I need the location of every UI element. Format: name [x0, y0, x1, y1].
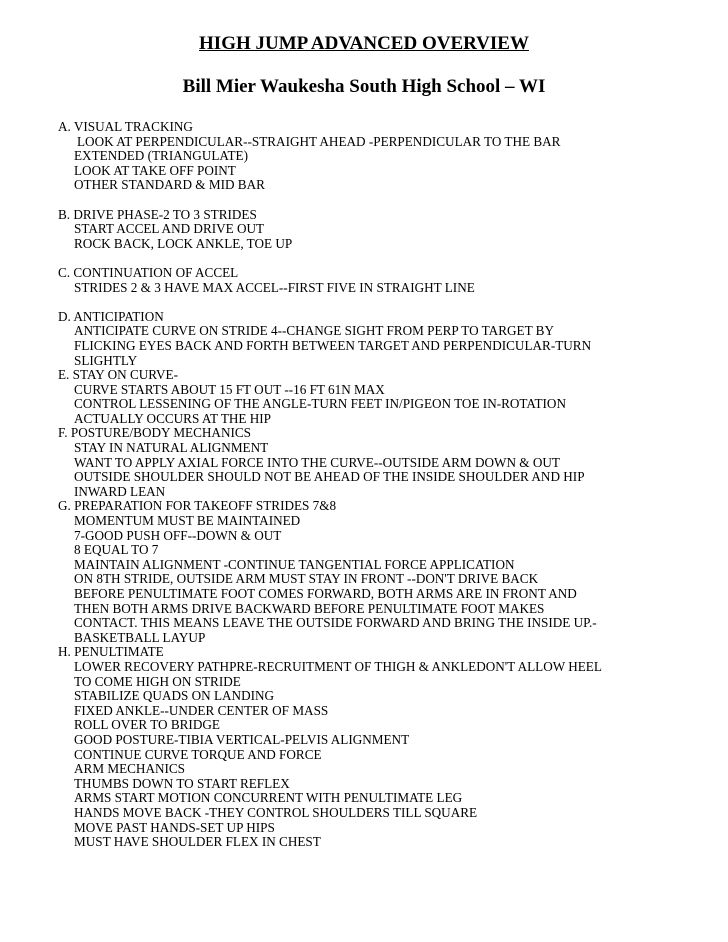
section-line: ARMS START MOTION CONCURRENT WITH PENULTIMATE LEG: [74, 790, 463, 806]
section-c: [60, 266, 720, 295]
section-line: CURVE STARTS ABOUT 15 FT OUT --16 FT 61N MAX: [74, 381, 385, 397]
section-line: ACTUALLY OCCURS AT THE HIP: [74, 410, 271, 426]
section-line: THEN BOTH ARMS DRIVE BACKWARD BEFORE PENULTIMATE FOOT MAKES: [74, 600, 545, 616]
section-b: [60, 208, 720, 252]
section-heading: D. ANTICIPATION: [58, 308, 164, 324]
section-line: EXTENDED (TRIANGULATE): [74, 148, 248, 164]
section-line: WANT TO APPLY AXIAL FORCE INTO THE CURVE--OUTSIDE ARM DOWN & OUT: [74, 454, 560, 470]
section-line: INWARD LEAN: [74, 483, 166, 499]
section-line: ROCK BACK, LOCK ANKLE, TOE UP: [74, 235, 293, 251]
section-line: BEFORE PENULTIMATE FOOT COMES FORWARD, BOTH ARMS ARE IN FRONT AND: [74, 586, 577, 601]
section-heading: B. DRIVE PHASE-2 TO 3 STRIDES: [58, 206, 257, 222]
document-title: HIGH JUMP ADVANCED OVERVIEW: [199, 33, 529, 54]
section-line: ROLL OVER TO BRIDGE: [74, 717, 220, 733]
section-heading: E. STAY ON CURVE-: [58, 367, 178, 383]
section-a: [60, 120, 720, 193]
section-line: MOMENTUM MUST BE MAINTAINED: [74, 513, 301, 529]
section-line: CONTINUE CURVE TORQUE AND FORCE: [74, 746, 322, 762]
section-line: CONTACT. THIS MEANS LEAVE THE OUTSIDE FORWARD AND BRING THE INSIDE UP.-: [74, 615, 597, 631]
section-e: [60, 368, 720, 426]
document-body: [60, 120, 720, 850]
section-line: STABILIZE QUADS ON LANDING: [74, 688, 275, 704]
section-line: OTHER STANDARD & MID BAR: [74, 177, 265, 193]
section-line: 8 EQUAL TO 7: [74, 542, 159, 558]
section-line: FLICKING EYES BACK AND FORTH BETWEEN TARGET AND PERPENDICULAR-TURN: [74, 337, 592, 353]
section-line: 7-GOOD PUSH OFF--DOWN & OUT: [74, 527, 282, 543]
section-h: [60, 645, 720, 849]
section-heading: F. POSTURE/BODY MECHANICS: [58, 425, 252, 441]
section-line: START ACCEL AND DRIVE OUT: [74, 221, 265, 237]
section-line: HANDS MOVE BACK -THEY CONTROL SHOULDERS TILL SQUARE: [74, 804, 478, 820]
section-line: SLIGHTLY: [74, 352, 138, 368]
section-line: MUST HAVE SHOULDER FLEX IN CHEST: [74, 834, 321, 850]
section-heading: H. PENULTIMATE: [58, 644, 164, 660]
section-line: THUMBS DOWN TO START REFLEX: [74, 775, 290, 791]
section-d: [60, 310, 720, 368]
section-line: CONTROL LESSENING OF THE ANGLE-TURN FEET IN/PIGEON TOE IN-ROTATION: [74, 396, 566, 412]
section-line: FIXED ANKLE--UNDER CENTER OF MASS: [74, 702, 329, 718]
section-line: ANTICIPATE CURVE ON STRIDE 4--CHANGE SIGHT FROM PERP TO TARGET BY: [74, 323, 555, 339]
section-line: LOOK AT PERPENDICULAR--STRAIGHT AHEAD -PERPENDICULAR TO THE BAR: [77, 133, 561, 149]
section-line: OUTSIDE SHOULDER SHOULD NOT BE AHEAD OF THE INSIDE SHOULDER AND HIP: [74, 469, 585, 485]
section-line: BASKETBALL LAYUP: [74, 629, 206, 645]
section-line: STAY IN NATURAL ALIGNMENT: [74, 440, 269, 456]
section-line: ON 8TH STRIDE, OUTSIDE ARM MUST STAY IN FRONT --DON'T DRIVE BACK: [74, 571, 539, 587]
section-g: [60, 499, 720, 645]
section-line: ARM MECHANICS: [74, 761, 186, 777]
section-line: STRIDES 2 & 3 HAVE MAX ACCEL--FIRST FIVE IN STRAIGHT LINE: [74, 279, 475, 295]
document-subtitle: Bill Mier Waukesha South High School – WI: [182, 76, 546, 97]
section-line: MAINTAIN ALIGNMENT -CONTINUE TANGENTIAL FORCE APPLICATION: [74, 556, 515, 572]
section-line: MOVE PAST HANDS-SET UP HIPS: [74, 819, 275, 835]
section-heading: A. VISUAL TRACKING: [58, 119, 193, 134]
section-line: GOOD POSTURE-TIBIA VERTICAL-PELVIS ALIGNMENT: [74, 731, 410, 747]
section-heading: C. CONTINUATION OF ACCEL: [58, 264, 239, 280]
section-line: LOOK AT TAKE OFF POINT: [74, 162, 236, 178]
section-line: TO COME HIGH ON STRIDE: [74, 673, 241, 689]
section-f: [60, 426, 720, 499]
section-heading: G. PREPARATION FOR TAKEOFF STRIDES 7&8: [58, 498, 337, 514]
section-line: LOWER RECOVERY PATHPRE-RECRUITMENT OF THIGH & ANKLEDON'T ALLOW HEEL: [74, 658, 602, 674]
